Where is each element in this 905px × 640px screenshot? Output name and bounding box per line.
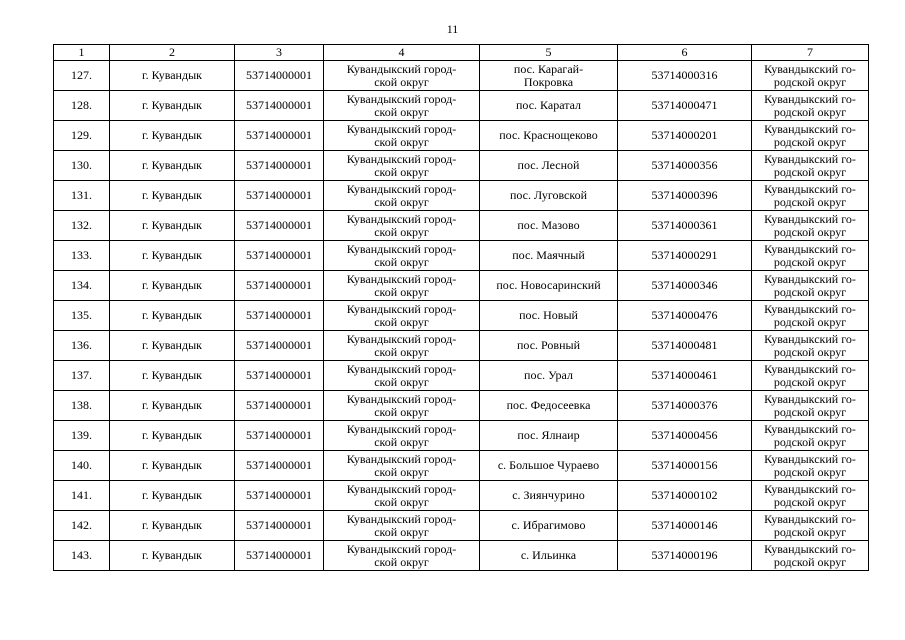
table-row bbox=[54, 421, 869, 451]
table-row bbox=[54, 241, 869, 271]
settlement-code-cell: 53714000461 bbox=[618, 361, 752, 391]
table-row bbox=[54, 61, 869, 91]
okrug-line: Кувандыкский го- bbox=[764, 151, 856, 166]
okrug-cell bbox=[752, 361, 869, 391]
district-cell bbox=[324, 151, 480, 181]
okrug-cell bbox=[752, 481, 869, 511]
row-number-cell: 139. bbox=[54, 421, 110, 451]
column-number-7: 7 bbox=[752, 45, 869, 61]
city-cell: г. Кувандык bbox=[110, 181, 235, 211]
district-line: Кувандыкский город- bbox=[346, 541, 457, 556]
settlement-line: с. Большое Чураево bbox=[497, 458, 600, 472]
okrug-line: Кувандыкский го- bbox=[764, 481, 856, 496]
district-line: Кувандыкский город- bbox=[346, 211, 457, 226]
district-line: ской округ bbox=[374, 134, 429, 149]
row-number-cell: 132. bbox=[54, 211, 110, 241]
page-number: 11 bbox=[446, 22, 459, 36]
table-row bbox=[54, 151, 869, 181]
district-line: Кувандыкский город- bbox=[346, 301, 457, 316]
district-line: ской округ bbox=[374, 524, 429, 539]
okrug-cell bbox=[752, 541, 869, 571]
settlement-code-cell: 53714000481 bbox=[618, 331, 752, 361]
column-number-1: 1 bbox=[54, 45, 110, 61]
city-cell: г. Кувандык bbox=[110, 61, 235, 91]
okrug-cell bbox=[752, 451, 869, 481]
district-line: Кувандыкский город- bbox=[346, 391, 457, 406]
settlement-cell bbox=[480, 361, 618, 391]
settlement-line: пос. Федосеевка bbox=[506, 398, 591, 412]
okrug-line: Кувандыкский го- bbox=[764, 391, 856, 406]
settlement-code-cell: 53714000356 bbox=[618, 151, 752, 181]
district-line: ской округ bbox=[374, 224, 429, 239]
district-line: Кувандыкский город- bbox=[346, 511, 457, 526]
district-line: ской округ bbox=[374, 164, 429, 179]
settlement-code-cell: 53714000146 bbox=[618, 511, 752, 541]
table-header bbox=[54, 45, 869, 61]
settlement-cell bbox=[480, 301, 618, 331]
district-line: ской округ bbox=[374, 494, 429, 509]
okrug-cell bbox=[752, 271, 869, 301]
okrug-line: родской округ bbox=[773, 404, 847, 419]
city-cell: г. Кувандык bbox=[110, 451, 235, 481]
district-cell bbox=[324, 211, 480, 241]
district-cell bbox=[324, 361, 480, 391]
table-row bbox=[54, 331, 869, 361]
okrug-cell bbox=[752, 91, 869, 121]
okrug-line: Кувандыкский го- bbox=[764, 181, 856, 196]
settlement-cell bbox=[480, 211, 618, 241]
okrug-line: Кувандыкский го- bbox=[764, 211, 856, 226]
city-cell: г. Кувандык bbox=[110, 151, 235, 181]
district-line: Кувандыкский город- bbox=[346, 121, 457, 136]
row-number-cell: 137. bbox=[54, 361, 110, 391]
okrug-line: Кувандыкский го- bbox=[764, 361, 856, 376]
row-number-cell: 134. bbox=[54, 271, 110, 301]
okrug-line: родской округ bbox=[773, 164, 847, 179]
district-line: Кувандыкский город- bbox=[346, 241, 457, 256]
row-number-cell: 138. bbox=[54, 391, 110, 421]
district-line: Кувандыкский город- bbox=[346, 271, 457, 286]
district-line: ской округ bbox=[374, 254, 429, 269]
district-line: ской округ bbox=[374, 344, 429, 359]
okrug-line: Кувандыкский го- bbox=[764, 61, 856, 76]
okrug-cell bbox=[752, 301, 869, 331]
district-line: ской округ bbox=[374, 434, 429, 449]
table-row bbox=[54, 271, 869, 301]
okrug-cell bbox=[752, 331, 869, 361]
settlement-cell bbox=[480, 151, 618, 181]
district-line: ской округ bbox=[374, 464, 429, 479]
okrug-line: родской округ bbox=[773, 524, 847, 539]
district-line: Кувандыкский город- bbox=[346, 181, 457, 196]
district-line: Кувандыкский город- bbox=[346, 91, 457, 106]
oktmo-code-cell: 53714000001 bbox=[235, 121, 324, 151]
okrug-cell bbox=[752, 61, 869, 91]
settlement-cell bbox=[480, 541, 618, 571]
row-number-cell: 142. bbox=[54, 511, 110, 541]
okrug-line: родской округ bbox=[773, 224, 847, 239]
oktmo-code-cell: 53714000001 bbox=[235, 91, 324, 121]
settlement-cell bbox=[480, 451, 618, 481]
okrug-line: Кувандыкский го- bbox=[764, 301, 856, 316]
district-cell bbox=[324, 451, 480, 481]
district-line: ской округ bbox=[374, 104, 429, 119]
okrug-line: родской округ bbox=[773, 344, 847, 359]
okrug-line: Кувандыкский го- bbox=[764, 241, 856, 256]
settlement-code-cell: 53714000196 bbox=[618, 541, 752, 571]
settlement-code-cell: 53714000361 bbox=[618, 211, 752, 241]
okrug-line: родской округ bbox=[773, 194, 847, 209]
settlement-line: пос. Урал bbox=[524, 368, 573, 382]
okrug-line: Кувандыкский го- bbox=[764, 121, 856, 136]
row-number-cell: 129. bbox=[54, 121, 110, 151]
okrug-cell bbox=[752, 511, 869, 541]
table-row bbox=[54, 511, 869, 541]
table-body bbox=[54, 61, 869, 571]
settlement-line: пос. Ялнаир bbox=[517, 428, 580, 442]
settlement-cell bbox=[480, 91, 618, 121]
city-cell: г. Кувандык bbox=[110, 121, 235, 151]
column-number-row bbox=[54, 45, 869, 61]
settlement-line: с. Зиянчурино bbox=[512, 488, 585, 502]
district-line: Кувандыкский город- bbox=[346, 331, 457, 346]
oktmo-code-cell: 53714000001 bbox=[235, 421, 324, 451]
okrug-line: родской округ bbox=[773, 434, 847, 449]
district-line: Кувандыкский город- bbox=[346, 481, 457, 496]
oktmo-code-cell: 53714000001 bbox=[235, 451, 324, 481]
okrug-line: родской округ bbox=[773, 134, 847, 149]
city-cell: г. Кувандык bbox=[110, 481, 235, 511]
oktmo-code-cell: 53714000001 bbox=[235, 331, 324, 361]
settlement-line: пос. Ровный bbox=[517, 338, 580, 352]
row-number-cell: 136. bbox=[54, 331, 110, 361]
oktmo-code-cell: 53714000001 bbox=[235, 361, 324, 391]
district-line: ской округ bbox=[374, 554, 429, 569]
city-cell: г. Кувандык bbox=[110, 421, 235, 451]
district-line: Кувандыкский город- bbox=[346, 61, 457, 76]
settlements-table bbox=[53, 44, 869, 571]
settlement-line: пос. Краснощеково bbox=[499, 128, 598, 142]
column-number-6: 6 bbox=[618, 45, 752, 61]
okrug-line: Кувандыкский го- bbox=[764, 271, 856, 286]
oktmo-code-cell: 53714000001 bbox=[235, 181, 324, 211]
column-number-5: 5 bbox=[480, 45, 618, 61]
oktmo-code-cell: 53714000001 bbox=[235, 391, 324, 421]
settlement-code-cell: 53714000471 bbox=[618, 91, 752, 121]
row-number-cell: 135. bbox=[54, 301, 110, 331]
settlement-line: пос. Новый bbox=[519, 308, 578, 322]
district-line: Кувандыкский город- bbox=[346, 451, 457, 466]
oktmo-code-cell: 53714000001 bbox=[235, 271, 324, 301]
okrug-line: родской округ bbox=[773, 74, 847, 89]
settlement-cell bbox=[480, 391, 618, 421]
oktmo-code-cell: 53714000001 bbox=[235, 511, 324, 541]
okrug-line: родской округ bbox=[773, 374, 847, 389]
okrug-line: Кувандыкский го- bbox=[764, 91, 856, 106]
okrug-cell bbox=[752, 391, 869, 421]
settlement-cell bbox=[480, 421, 618, 451]
table-row bbox=[54, 391, 869, 421]
settlement-code-cell: 53714000316 bbox=[618, 61, 752, 91]
column-number-2: 2 bbox=[110, 45, 235, 61]
okrug-line: родской округ bbox=[773, 284, 847, 299]
settlement-line: пос. Луговской bbox=[509, 188, 588, 202]
district-cell bbox=[324, 241, 480, 271]
settlement-code-cell: 53714000456 bbox=[618, 421, 752, 451]
okrug-cell bbox=[752, 211, 869, 241]
settlement-code-cell: 53714000156 bbox=[618, 451, 752, 481]
settlement-cell bbox=[480, 511, 618, 541]
district-cell bbox=[324, 91, 480, 121]
row-number-cell: 133. bbox=[54, 241, 110, 271]
district-line: ской округ bbox=[374, 314, 429, 329]
table-row bbox=[54, 91, 869, 121]
settlement-code-cell: 53714000376 bbox=[618, 391, 752, 421]
row-number-cell: 140. bbox=[54, 451, 110, 481]
oktmo-code-cell: 53714000001 bbox=[235, 541, 324, 571]
district-line: Кувандыкский город- bbox=[346, 151, 457, 166]
settlement-code-cell: 53714000346 bbox=[618, 271, 752, 301]
oktmo-code-cell: 53714000001 bbox=[235, 241, 324, 271]
district-cell bbox=[324, 121, 480, 151]
city-cell: г. Кувандык bbox=[110, 511, 235, 541]
okrug-line: родской округ bbox=[773, 464, 847, 479]
okrug-line: родской округ bbox=[773, 494, 847, 509]
settlement-line: пос. Мазово bbox=[517, 218, 580, 232]
okrug-line: Кувандыкский го- bbox=[764, 451, 856, 466]
oktmo-code-cell: 53714000001 bbox=[235, 481, 324, 511]
city-cell: г. Кувандык bbox=[110, 331, 235, 361]
city-cell: г. Кувандык bbox=[110, 211, 235, 241]
okrug-line: родской округ bbox=[773, 104, 847, 119]
district-line: ской округ bbox=[374, 404, 429, 419]
city-cell: г. Кувандык bbox=[110, 91, 235, 121]
settlement-cell bbox=[480, 241, 618, 271]
settlement-cell bbox=[480, 331, 618, 361]
okrug-line: Кувандыкский го- bbox=[764, 541, 856, 556]
okrug-line: Кувандыкский го- bbox=[764, 511, 856, 526]
column-number-3: 3 bbox=[235, 45, 324, 61]
okrug-cell bbox=[752, 241, 869, 271]
city-cell: г. Кувандык bbox=[110, 391, 235, 421]
city-cell: г. Кувандык bbox=[110, 541, 235, 571]
settlement-code-cell: 53714000396 bbox=[618, 181, 752, 211]
okrug-line: Кувандыкский го- bbox=[764, 331, 856, 346]
city-cell: г. Кувандык bbox=[110, 361, 235, 391]
row-number-cell: 127. bbox=[54, 61, 110, 91]
settlement-cell bbox=[480, 271, 618, 301]
okrug-line: родской округ bbox=[773, 314, 847, 329]
district-cell bbox=[324, 301, 480, 331]
settlement-code-cell: 53714000476 bbox=[618, 301, 752, 331]
table-row bbox=[54, 451, 869, 481]
okrug-cell bbox=[752, 421, 869, 451]
city-cell: г. Кувандык bbox=[110, 301, 235, 331]
row-number-cell: 131. bbox=[54, 181, 110, 211]
settlement-line: Покровка bbox=[523, 74, 574, 89]
column-number-4: 4 bbox=[324, 45, 480, 61]
district-cell bbox=[324, 511, 480, 541]
settlement-code-cell: 53714000291 bbox=[618, 241, 752, 271]
district-line: ской округ bbox=[374, 194, 429, 209]
row-number-cell: 141. bbox=[54, 481, 110, 511]
district-cell bbox=[324, 181, 480, 211]
city-cell: г. Кувандык bbox=[110, 241, 235, 271]
oktmo-code-cell: 53714000001 bbox=[235, 151, 324, 181]
city-cell: г. Кувандык bbox=[110, 271, 235, 301]
table-row bbox=[54, 181, 869, 211]
settlement-cell bbox=[480, 61, 618, 91]
okrug-line: родской округ bbox=[773, 554, 847, 569]
district-cell bbox=[324, 421, 480, 451]
settlement-line: с. Ибрагимово bbox=[511, 518, 586, 532]
settlement-cell bbox=[480, 481, 618, 511]
settlement-line: пос. Карагай- bbox=[513, 61, 584, 76]
oktmo-code-cell: 53714000001 bbox=[235, 301, 324, 331]
district-cell bbox=[324, 481, 480, 511]
table-row bbox=[54, 541, 869, 571]
settlement-line: пос. Каратал bbox=[515, 98, 582, 112]
district-line: Кувандыкский город- bbox=[346, 361, 457, 376]
okrug-cell bbox=[752, 121, 869, 151]
settlement-code-cell: 53714000201 bbox=[618, 121, 752, 151]
table-row bbox=[54, 301, 869, 331]
district-cell bbox=[324, 331, 480, 361]
district-line: ской округ bbox=[374, 74, 429, 89]
row-number-cell: 143. bbox=[54, 541, 110, 571]
table-row bbox=[54, 211, 869, 241]
settlement-code-cell: 53714000102 bbox=[618, 481, 752, 511]
oktmo-code-cell: 53714000001 bbox=[235, 61, 324, 91]
district-cell bbox=[324, 61, 480, 91]
district-cell bbox=[324, 541, 480, 571]
okrug-line: Кувандыкский го- bbox=[764, 421, 856, 436]
okrug-line: родской округ bbox=[773, 254, 847, 269]
settlement-line: с. Ильинка bbox=[520, 548, 577, 562]
district-cell bbox=[324, 391, 480, 421]
row-number-cell: 130. bbox=[54, 151, 110, 181]
settlement-line: пос. Лесной bbox=[517, 158, 580, 172]
district-line: Кувандыкский город- bbox=[346, 421, 457, 436]
settlement-cell bbox=[480, 121, 618, 151]
okrug-cell bbox=[752, 151, 869, 181]
table-row bbox=[54, 121, 869, 151]
table-row bbox=[54, 481, 869, 511]
settlement-line: пос. Новосаринский bbox=[496, 278, 601, 292]
settlement-line: пос. Маячный bbox=[512, 248, 585, 262]
row-number-cell: 128. bbox=[54, 91, 110, 121]
okrug-cell bbox=[752, 181, 869, 211]
table-row bbox=[54, 361, 869, 391]
settlement-cell bbox=[480, 181, 618, 211]
oktmo-code-cell: 53714000001 bbox=[235, 211, 324, 241]
district-line: ской округ bbox=[374, 374, 429, 389]
district-line: ской округ bbox=[374, 284, 429, 299]
district-cell bbox=[324, 271, 480, 301]
